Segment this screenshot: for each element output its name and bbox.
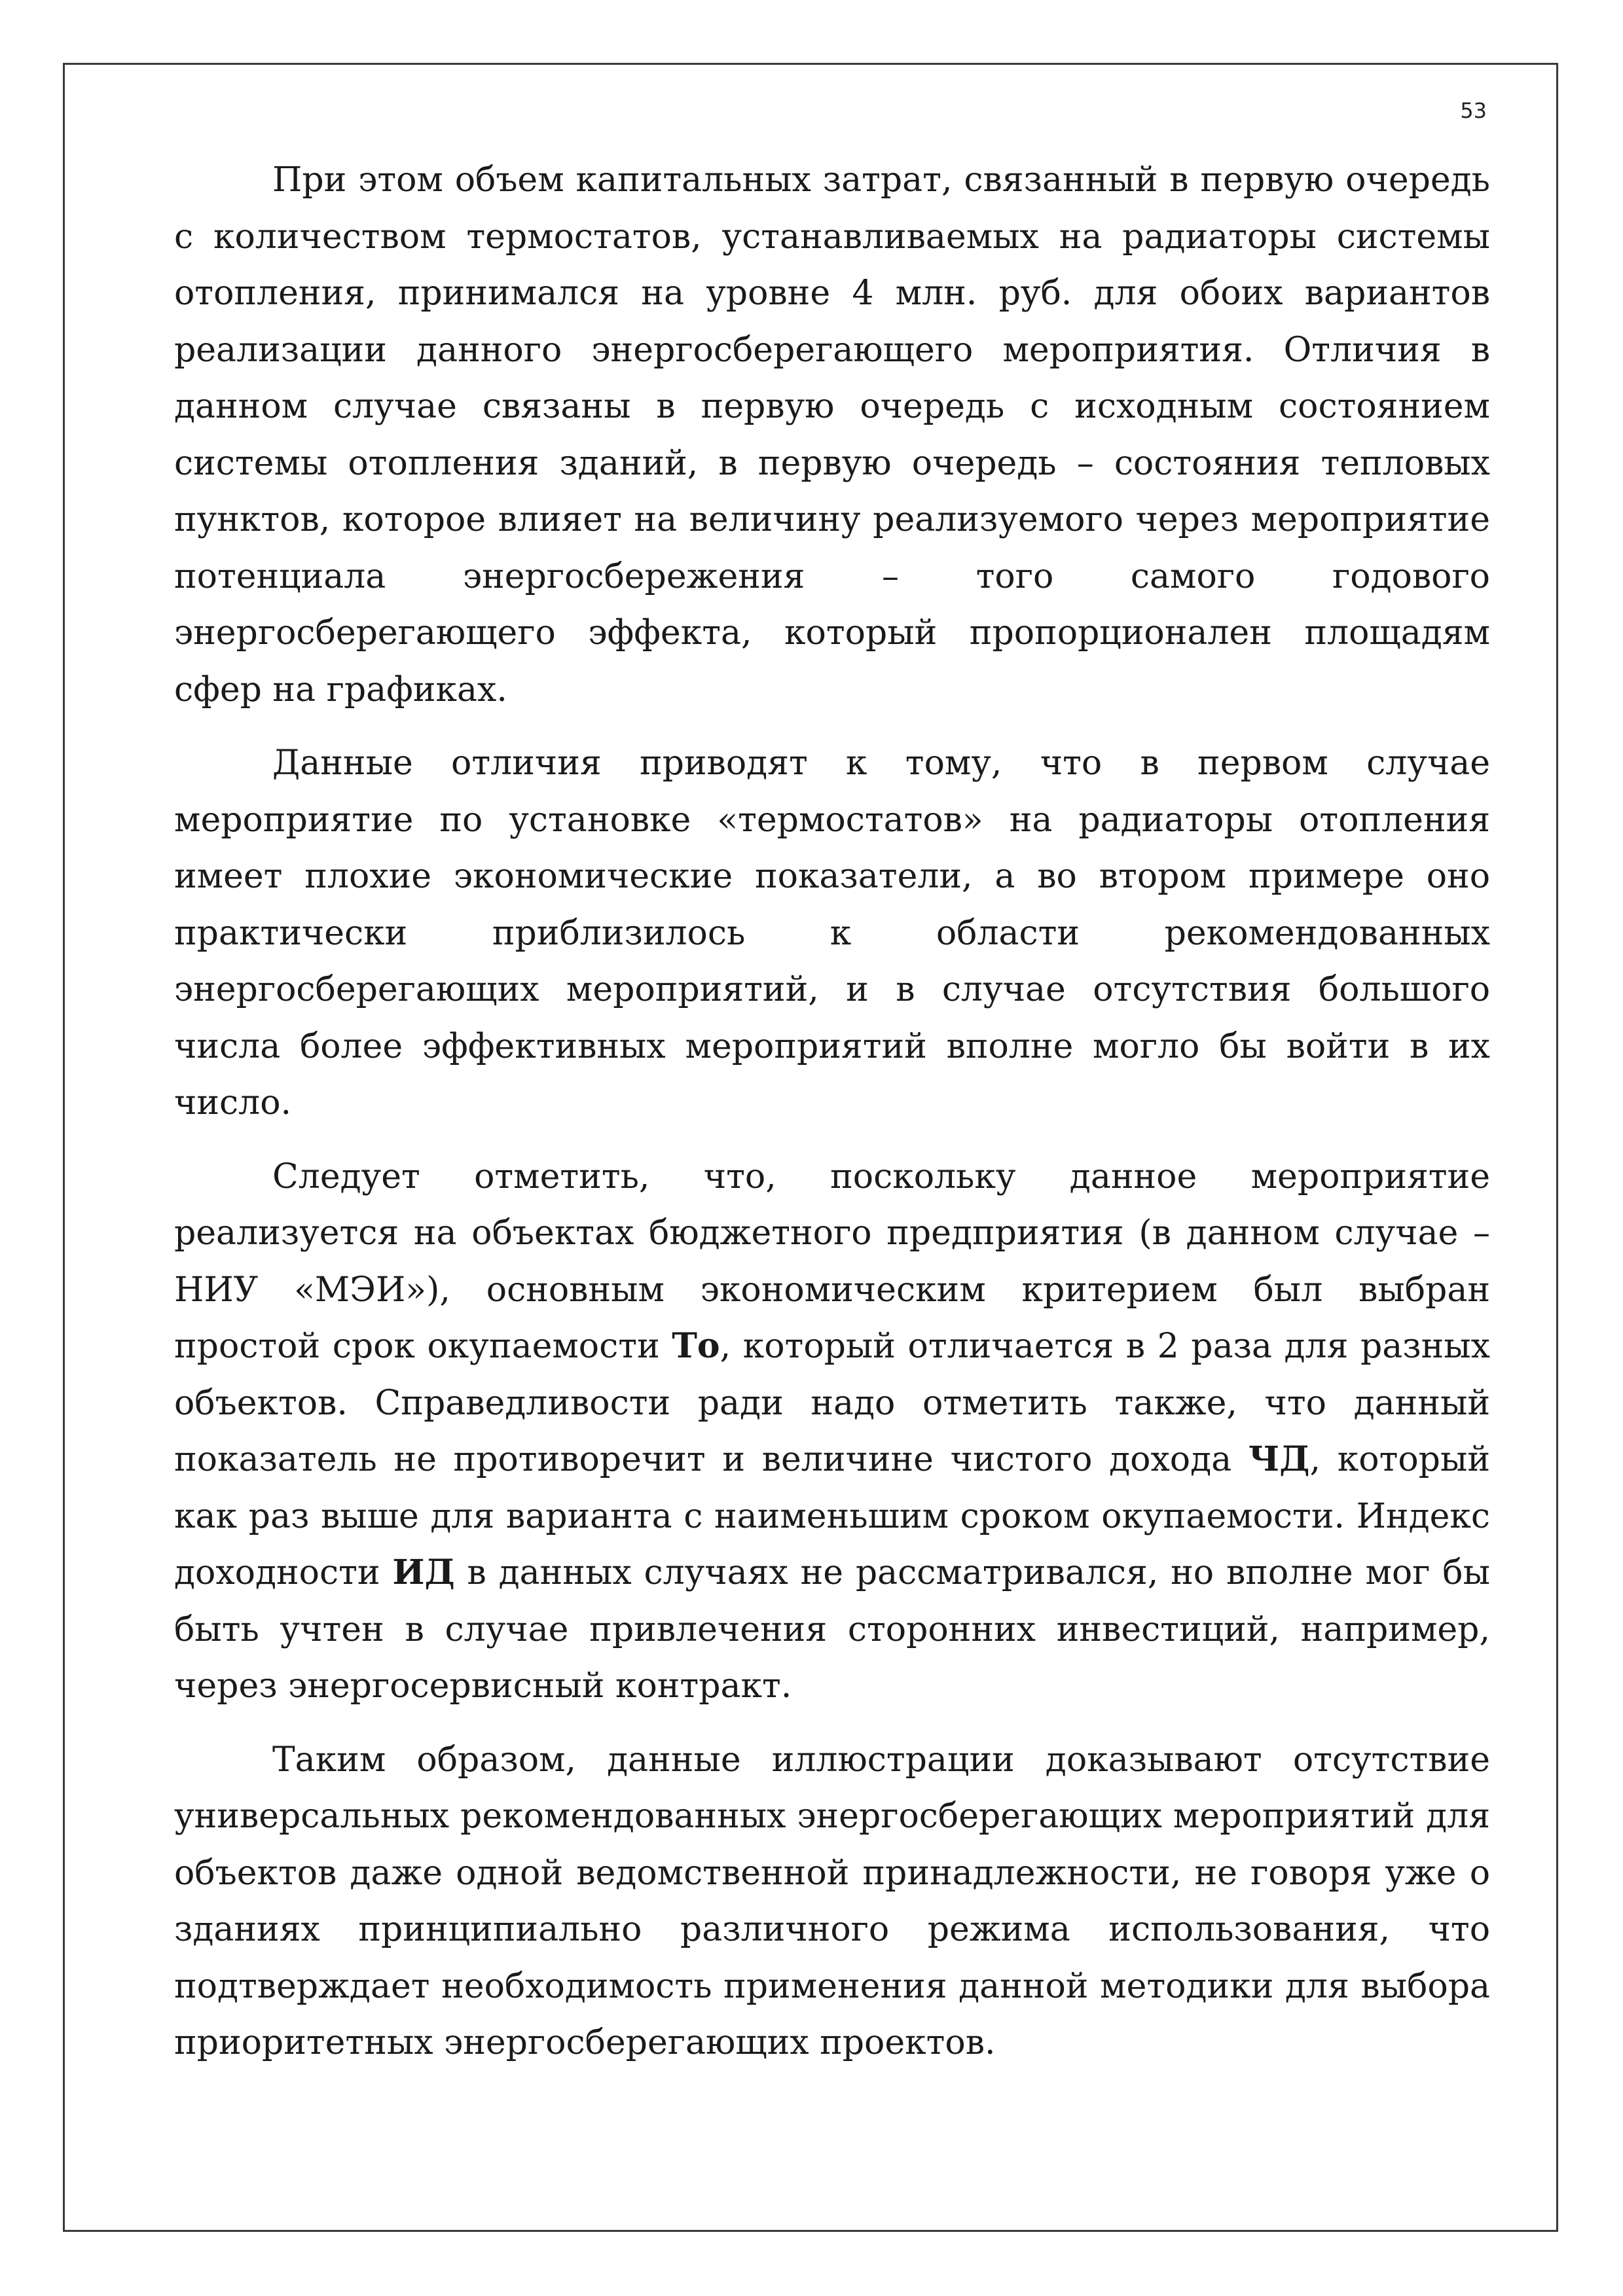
term-profitability-index: ИД (392, 1552, 455, 1592)
paragraph-differences: Данные отличия приводят к тому, что в первом случае мероприятие по установке «термостатов» на радиаторы отопления имеет плохие экономические показатели, а во втором примере оно практически приблизилось к области рекомендованных энергосберегающих мероприятий, и в случае отсутствия большого числа более эффективных мероприятий вполне могло бы войти в их число. (174, 744, 1490, 1122)
document-body (174, 152, 1490, 2089)
term-net-income: ЧД (1248, 1439, 1310, 1479)
paragraph-conclusion: Таким образом, данные иллюстрации доказывают отсутствие универсальных рекомендованных энергосберегающих мероприятий для объектов даже одной ведомственной принадлежности, не говоря уже о зданиях принципиально различного режима использования, что подтверждает необходимость применения данной методики для выбора приоритетных энергосберегающих проектов. (174, 1740, 1490, 2062)
paragraph-capital-costs: При этом объем капитальных затрат, связанный в первую очередь с количеством термостатов, устанавливаемых на радиаторы системы отопления, принимался на уровне 4 млн. руб. для обоих вариантов реализации данного энергосберегающего мероприятия. Отличия в данном случае связаны в первую очередь с исходным состоянием системы отопления зданий, в первую очередь – состояния тепловых пунктов, которое влияет на величину реализуемого через мероприятие потенциала энергосбережения – того самого годового энергосберегающего эффекта, который пропорционален площадям сфер на графиках. (174, 160, 1490, 709)
term-payback-period: То (672, 1326, 720, 1366)
paragraph-criteria-part-a: Следует отметить, что, поскольку данное мероприятие реализуется на объектах бюджетного предприятия (в данном случае – НИУ «МЭИ»), основным экономическим критерием был выбран простой срок окупаемости (174, 1157, 1490, 1366)
paragraph-criteria (174, 1149, 1490, 1715)
paragraph-criteria-part-d: в данных случаях не рассматривался, но вполне мог бы быть учтен в случае привлечения сторонних инвестиций, например, через энергосервисный контракт. (174, 1553, 1490, 1706)
paragraph-criteria-part-c: , который как раз выше для варианта с наименьшим сроком окупаемости. Индекс доходности (174, 1440, 1490, 1592)
page-number: 53 (1460, 98, 1487, 123)
paragraph-criteria-part-b: , который отличается в 2 раза для разных объектов. Справедливости ради надо отметить также, что данный показатель не противоречит и величине чистого дохода (174, 1327, 1490, 1479)
